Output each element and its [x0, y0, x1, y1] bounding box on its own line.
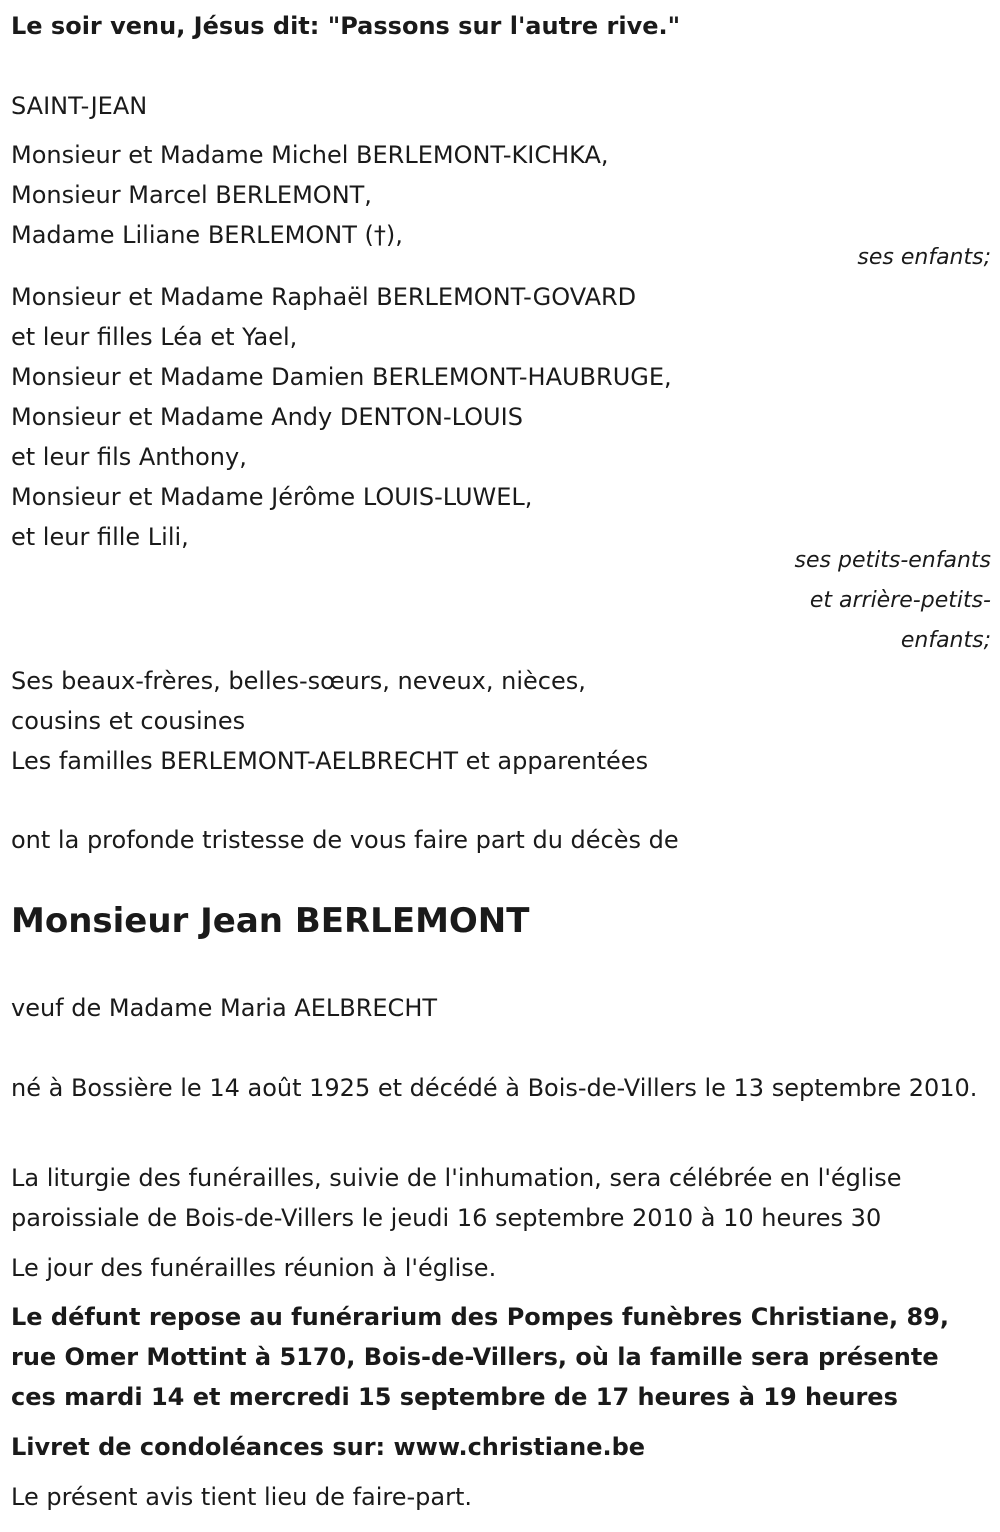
- epigraph: Le soir venu, Jésus dit: "Passons sur l'autre rive.": [11, 12, 681, 40]
- role-line: ses petits-enfants: [794, 548, 991, 573]
- list-item: Les familles BERLEMONT-AELBRECHT et apparentées: [11, 747, 649, 775]
- funeral-home-info: Le défunt repose au funérarium des Pompes funèbres Christiane, 89, rue Omer Mottint à 5170, Bois-de-Villers, où la famille sera présente ces mardi 14 et mercredi 15 septembre de 17 heures à 19 heures: [11, 1303, 949, 1411]
- condolences-info: Livret de condoléances sur: www.christiane.be: [11, 1433, 646, 1461]
- role-line: enfants;: [900, 628, 991, 653]
- meeting-info: Le jour des funérailles réunion à l'église.: [11, 1254, 497, 1282]
- list-item: et leur fille Lili,: [11, 523, 189, 551]
- list-item: Monsieur Marcel BERLEMONT,: [11, 181, 372, 209]
- place-name: SAINT-JEAN: [11, 92, 148, 120]
- extended-family: [11, 661, 991, 781]
- widower-line: veuf de Madame Maria AELBRECHT: [11, 994, 438, 1022]
- list-item: Madame Liliane BERLEMONT (†),: [11, 221, 403, 249]
- liturgy-info: La liturgie des funérailles, suivie de l'inhumation, sera célébrée en l'église paroissiale de Bois-de-Villers le jeudi 16 septembre 2010 à 10 heures 30: [11, 1164, 902, 1232]
- list-item: et leur fils Anthony,: [11, 443, 247, 471]
- list-item: Monsieur et Madame Damien BERLEMONT-HAUBRUGE,: [11, 363, 672, 391]
- announcement: ont la profonde tristesse de vous faire part du décès de: [11, 826, 679, 854]
- list-item: et leur filles Léa et Yael,: [11, 323, 298, 351]
- notice-line: Le présent avis tient lieu de faire-part.: [11, 1483, 473, 1511]
- list-item: cousins et cousines: [11, 707, 246, 735]
- list-item: Ses beaux-frères, belles-sœurs, neveux, nièces,: [11, 667, 586, 695]
- deceased-name: Monsieur Jean BERLEMONT: [11, 901, 530, 941]
- list-item: Monsieur et Madame Jérôme LOUIS-LUWEL,: [11, 483, 533, 511]
- children-role: ses enfants;: [857, 245, 991, 270]
- grandchildren-list: [11, 277, 991, 557]
- grandchildren-role: [11, 541, 991, 661]
- role-line: et arrière-petits-: [809, 588, 991, 613]
- children-list: [11, 135, 991, 255]
- birth-death: né à Bossière le 14 août 1925 et décédé à Bois-de-Villers le 13 septembre 2010.: [11, 1074, 978, 1102]
- list-item: Monsieur et Madame Michel BERLEMONT-KICHKA,: [11, 141, 609, 169]
- list-item: Monsieur et Madame Raphaël BERLEMONT-GOVARD: [11, 283, 637, 311]
- list-item: Monsieur et Madame Andy DENTON-LOUIS: [11, 403, 523, 431]
